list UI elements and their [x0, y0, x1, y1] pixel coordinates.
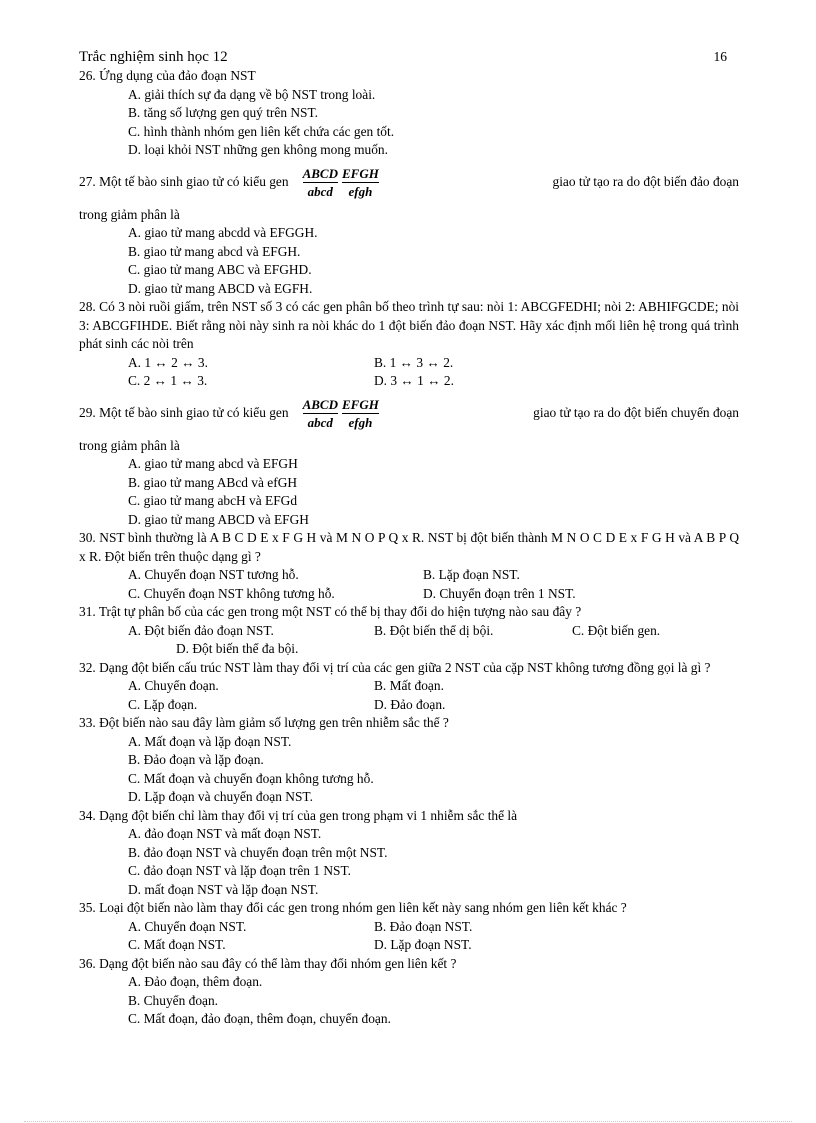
option-a: A. Chuyển đoạn.	[128, 678, 219, 693]
stem-continuation: trong giảm phân là	[79, 437, 180, 453]
option-d: D. Chuyển đoạn trên 1 NST.	[423, 585, 576, 601]
options-row	[79, 566, 739, 585]
question-35	[79, 899, 739, 955]
option-c: C. 2 ↔ 1 ↔ 3.	[128, 373, 208, 388]
document-body	[79, 67, 739, 1029]
question-stem: 36. Dạng đột biến nào sau đây có thể làm thay đổi nhóm gen liên kết ?	[79, 955, 457, 971]
option-b: B. Đột biến thể dị bội.	[374, 622, 494, 638]
option-b: B. tăng số lượng gen quý trên NST.	[128, 105, 319, 120]
question-28	[79, 298, 739, 391]
options-row	[79, 585, 739, 604]
numerator: EFGH	[341, 166, 379, 181]
option-d: D. Đảo đoạn.	[374, 696, 446, 712]
option-c: C. Mất đoạn NST.	[128, 937, 226, 952]
options-row	[79, 372, 739, 391]
option-c: C. Mất đoạn, đảo đoạn, thêm đoạn, chuyển đoạn.	[128, 1011, 391, 1026]
question-stem: 26. Ứng dụng của đảo đoạn NST	[79, 68, 256, 83]
option-b: B. Lặp đoạn NST.	[423, 567, 520, 582]
fraction	[342, 165, 379, 200]
denominator: abcd	[307, 415, 333, 430]
option-d: D. 3 ↔ 1 ↔ 2.	[374, 373, 454, 388]
option-c: C. Đột biến gen.	[572, 622, 661, 638]
option-c: C. hình thành nhóm gen liên kết chứa các gen tốt.	[128, 123, 395, 139]
fraction	[303, 165, 338, 200]
fraction	[303, 396, 338, 431]
page-bottom-divider	[24, 1121, 792, 1122]
options-row	[79, 918, 739, 937]
question-stem	[79, 391, 739, 437]
question-stem: 34. Dạng đột biến chỉ làm thay đổi vị trí của gen trong phạm vi 1 nhiễm sắc thể là	[79, 807, 518, 823]
option-c: C. giao tử mang abcH và EFGd	[128, 493, 298, 508]
option-d: D. giao tử mang ABCD và EGFH.	[128, 280, 313, 296]
question-32	[79, 659, 739, 715]
option-b: B. Đảo đoạn và lặp đoạn.	[128, 752, 264, 767]
options-row	[79, 677, 739, 696]
numerator: ABCD	[302, 397, 338, 412]
stem-text: 29. Một tế bào sinh giao tử có kiểu gen	[79, 405, 289, 421]
option-b: B. Đảo đoạn NST.	[374, 918, 473, 934]
stem-text: giao tử tạo ra do đột biến chuyển đoạn	[533, 405, 739, 421]
options-row	[79, 622, 739, 641]
option-c: C. đảo đoạn NST và lặp đoạn trên 1 NST.	[128, 863, 352, 878]
option-a: A. Chuyển đoạn NST tương hỗ.	[128, 567, 299, 582]
option-d: D. giao tử mang ABCD và EFGH	[128, 511, 309, 527]
question-stem: 32. Dạng đột biến cấu trúc NST làm thay đổi vị trí của các gen giữa 2 NST của cặp NST không tương đồng gọi là gì ?	[79, 659, 711, 675]
options-row	[79, 936, 739, 955]
question-30	[79, 529, 739, 603]
option-c: C. Chuyển đoạn NST không tương hỗ.	[128, 585, 335, 601]
option-b: B. giao tử mang abcd và EFGH.	[128, 243, 301, 259]
option-d: D. Lặp đoạn NST.	[374, 937, 472, 952]
question-36	[79, 955, 739, 1029]
option-c: C. giao tử mang ABC và EFGHD.	[128, 262, 312, 277]
option-b: B. Chuyển đoạn.	[128, 992, 219, 1008]
question-stem: 30. NST bình thường là A B C D E x F G H và M N O P Q x R. NST bị đột biến thành M N O C D E x F G H và A B P Q x R. Đột biến trên thuộc dạng gì ?	[79, 530, 739, 564]
option-b: B. giao tử mang ABcd và efGH	[128, 474, 298, 490]
option-a: A. giao tử mang abcd và EFGH	[128, 456, 298, 471]
fraction	[342, 396, 379, 431]
numerator: EFGH	[341, 397, 379, 412]
option-a: A. Mất đoạn và lặp đoạn NST.	[128, 733, 292, 749]
denominator: efgh	[348, 415, 373, 430]
options-row	[79, 696, 739, 715]
numerator: ABCD	[302, 166, 338, 181]
option-a: A. 1 ↔ 2 ↔ 3.	[128, 354, 208, 370]
option-a: A. giao tử mang abcdd và EFGGH.	[128, 225, 318, 240]
question-27	[79, 160, 739, 299]
genotype-formula	[301, 396, 381, 431]
option-d: D. loại khỏi NST những gen không mong muốn.	[128, 142, 388, 157]
options-row	[79, 354, 739, 373]
document-title: Trắc nghiệm sinh học 12	[79, 49, 228, 65]
question-stem: 31. Trật tự phân bố của các gen trong một NST có thể bị thay đổi do hiện tượng nào sau đây ?	[79, 604, 582, 619]
option-d: D. Đột biến thể đa bội.	[176, 641, 299, 656]
question-31	[79, 603, 739, 659]
question-29	[79, 391, 739, 530]
option-a: A. đảo đoạn NST và mất đoạn NST.	[128, 826, 322, 841]
stem-text: 27. Một tế bào sinh giao tử có kiểu gen	[79, 174, 289, 190]
question-33	[79, 714, 739, 807]
genotype-formula	[301, 165, 381, 200]
option-a: A. Đột biến đảo đoạn NST.	[128, 622, 274, 638]
option-a: A. Đảo đoạn, thêm đoạn.	[128, 974, 263, 989]
question-stem: 28. Có 3 nòi ruồi giấm, trên NST số 3 có các gen phân bố theo trình tự sau: nòi 1: ABCGFEDHI; nòi 2: ABHIFGCDE; nòi 3: ABCGFIHDE. Biết rằng nòi này sinh ra nòi khác do 1 đột biến đảo đoạn NST. Hãy xác định mối liên hệ trong quá trình phát sinh các nòi trên	[79, 299, 739, 351]
denominator: abcd	[307, 184, 333, 199]
option-c: C. Lặp đoạn.	[128, 696, 198, 712]
option-a: A. giải thích sự đa dạng về bộ NST trong loài.	[128, 86, 376, 102]
question-stem: 35. Loại đột biến nào làm thay đổi các gen trong nhóm gen liên kết này sang nhóm gen liên kết khác ?	[79, 900, 627, 915]
question-stem: 33. Đột biến nào sau đây làm giảm số lượng gen trên nhiễm sắc thể ?	[79, 715, 449, 730]
question-26	[79, 67, 739, 160]
stem-text: giao tử tạo ra do đột biến đảo đoạn	[552, 174, 739, 190]
page-header	[79, 49, 727, 67]
option-a: A. Chuyển đoạn NST.	[128, 918, 247, 934]
question-stem	[79, 160, 739, 206]
option-b: B. đảo đoạn NST và chuyển đoạn trên một NST.	[128, 844, 388, 860]
option-d: D. mất đoạn NST và lặp đoạn NST.	[128, 881, 319, 897]
option-c: C. Mất đoạn và chuyển đoạn không tương hỗ.	[128, 770, 374, 786]
denominator: efgh	[348, 184, 373, 199]
stem-continuation: trong giảm phân là	[79, 206, 180, 222]
option-b: B. 1 ↔ 3 ↔ 2.	[374, 354, 454, 370]
option-b: B. Mất đoạn.	[374, 678, 444, 693]
option-d: D. Lặp đoạn và chuyển đoạn NST.	[128, 789, 313, 804]
page-number: 16	[713, 49, 727, 64]
question-34	[79, 807, 739, 900]
